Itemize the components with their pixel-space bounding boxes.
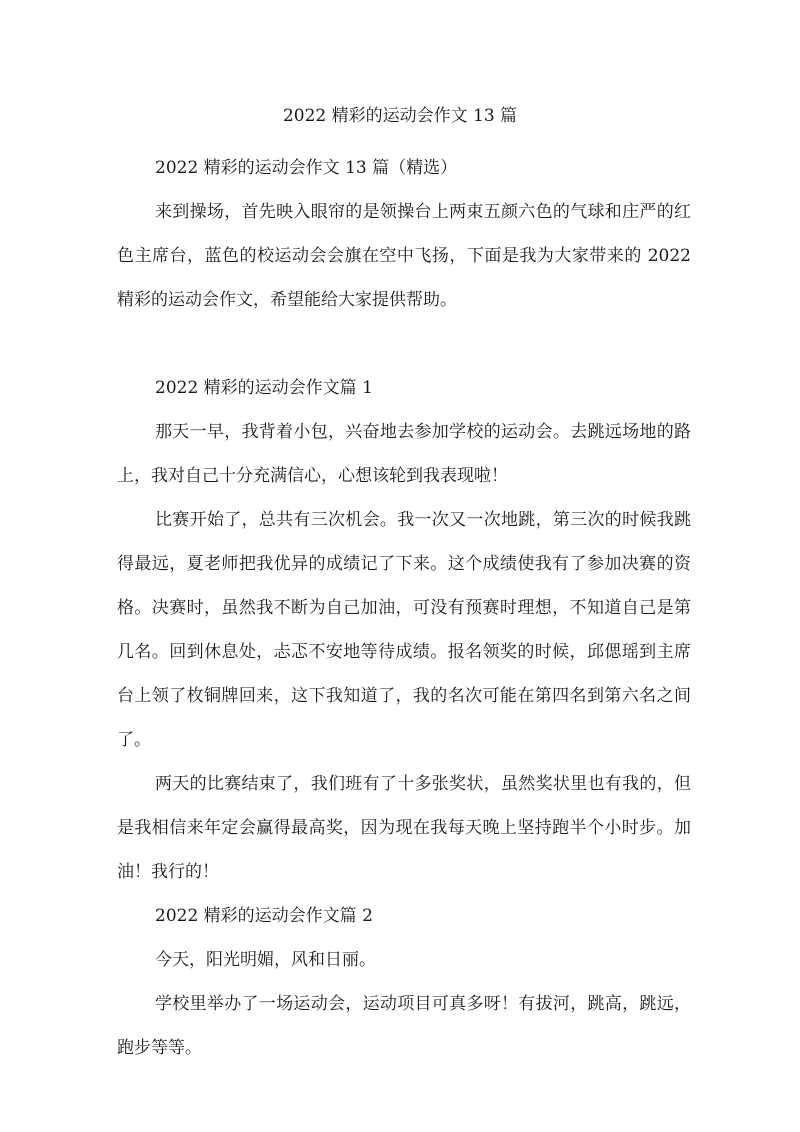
document-subtitle: 2022 精彩的运动会作文 13 篇（精选）	[155, 158, 458, 178]
intro-paragraph: 来到操场，首先映入眼帘的是领操台上两束五颜六色的气球和庄严的红色主席台，蓝色的校运动会会旗在空中飞扬，下面是我为大家带来的 2022 精彩的运动会作文，希望能给大家提供帮助。	[117, 202, 691, 310]
section-spacer	[117, 322, 691, 366]
essay-heading: 2022 精彩的运动会作文篇 1	[155, 378, 373, 398]
essay-paragraph: 学校里举办了一场运动会，运动项目可真多呀！有拔河，跳高，跳远，跑步等等。	[117, 994, 691, 1058]
document-body	[117, 146, 691, 1070]
essay-2	[117, 894, 691, 1070]
essay-heading: 2022 精彩的运动会作文篇 2	[155, 906, 373, 926]
essay-paragraph: 今天，阳光明媚，风和日丽。	[155, 950, 376, 970]
essay-1	[117, 366, 691, 894]
essay-paragraph: 那天一早，我背着小包，兴奋地去参加学校的运动会。去跳远场地的路上，我对自己十分充满信心，心想该轮到我表现啦！	[117, 422, 691, 486]
essay-paragraph: 两天的比赛结束了，我们班有了十多张奖状，虽然奖状里也有我的，但是我相信来年定会赢得最高奖，因为现在我每天晚上坚持跑半个小时步。加油！我行的！	[117, 774, 691, 882]
essay-paragraph: 比赛开始了，总共有三次机会。我一次又一次地跳，第三次的时候我跳得最远，夏老师把我优异的成绩记了下来。这个成绩使我有了参加决赛的资格。决赛时，虽然我不断为自己加油，可没有预赛时理想，不知道自己是第几名。回到休息处，忐忑不安地等待成绩。报名领奖的时候，邱偲瑶到主席台上领了枚铜牌回来，这下我知道了，我的名次可能在第四名到第六名之间了。	[117, 510, 691, 750]
document-title: 2022 精彩的运动会作文 13 篇	[282, 106, 518, 126]
